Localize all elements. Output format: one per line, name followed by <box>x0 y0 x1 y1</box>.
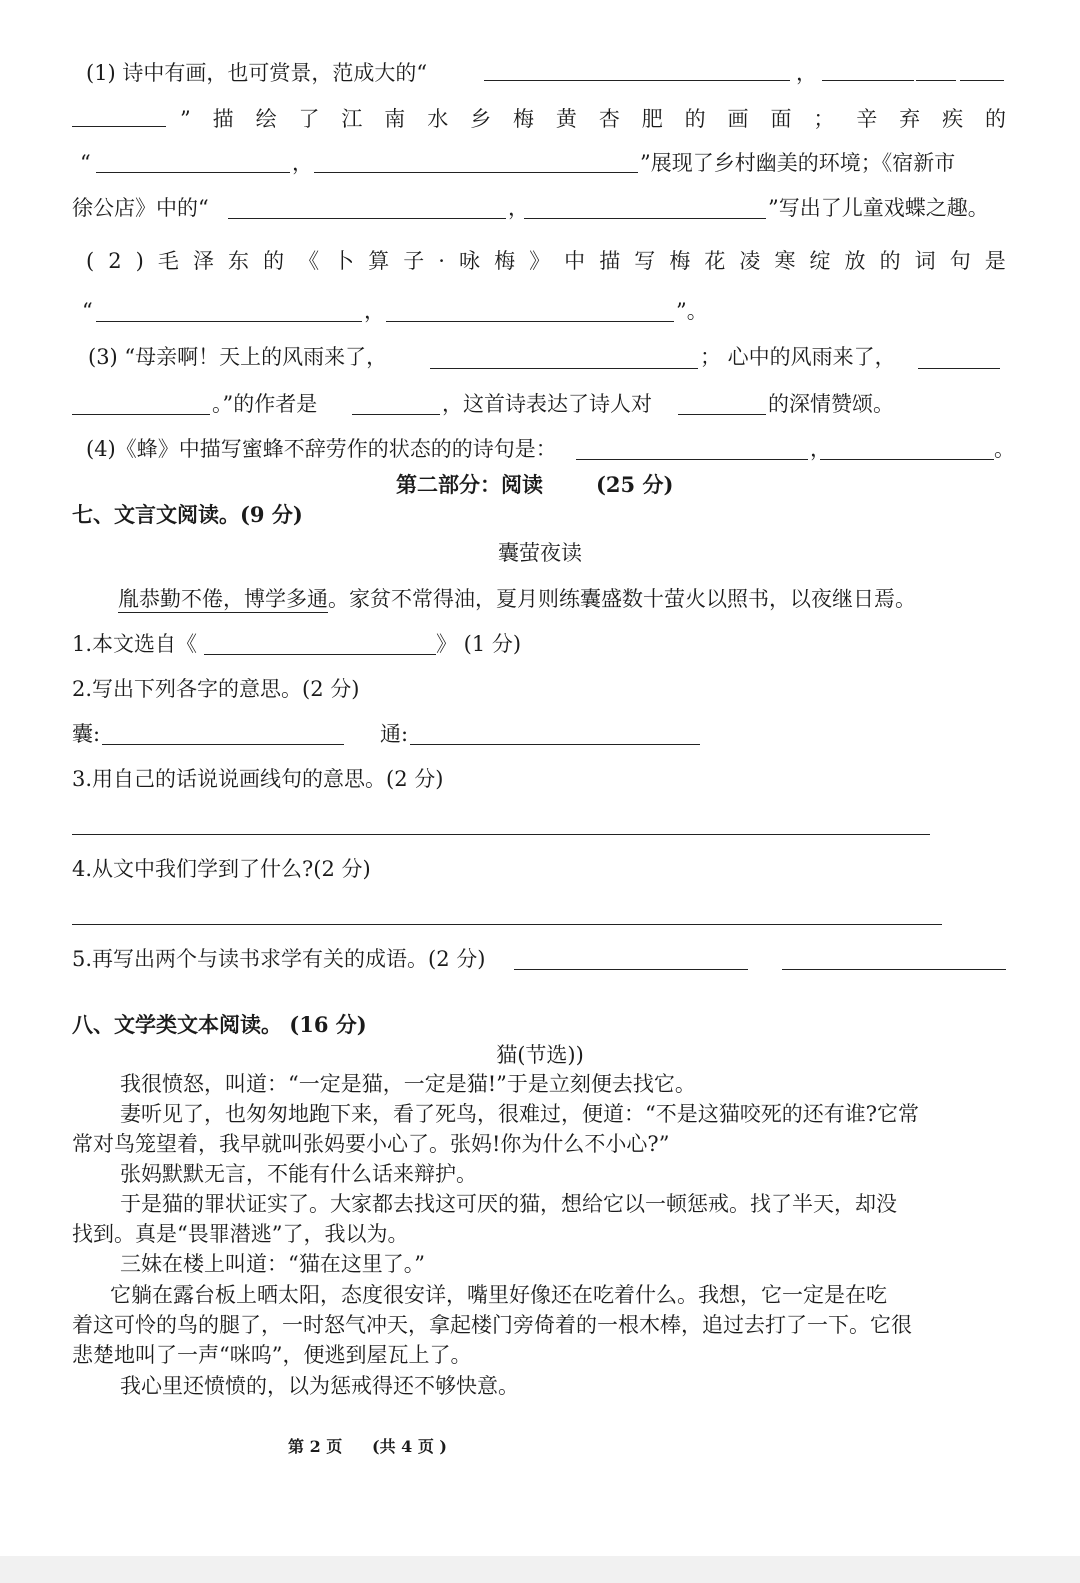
section7-passage-title: 囊萤夜读 <box>498 541 582 565</box>
s8-para-line-10: 悲楚地叫了一声“咪呜”，便逃到屋瓦上了。 <box>72 1343 472 1367</box>
q3-line2-end: 的深情赞颂。 <box>768 392 894 416</box>
q4-period: 。 <box>994 437 1015 461</box>
s7-q2-text: 2.写出下列各字的意思。(2 分) <box>72 677 360 701</box>
s7-q3-text: 3.用自己的话说说画线句的意思。(2 分) <box>72 767 444 791</box>
q3-line1-mid: ； 心中的风雨来了， <box>700 345 896 369</box>
s8-para-line-11: 我心里还愤愤的，以为惩戒得还不够快意。 <box>120 1374 519 1398</box>
q1-line4-end: ”写出了儿童戏蝶之趣。 <box>768 196 989 220</box>
bottom-scroll-strip <box>0 1556 1080 1583</box>
section7-passage-rest: 。家贫不常得油，夏月则练囊盛数十萤火以照书，以夜继日焉。 <box>328 587 916 611</box>
q3-blank-author[interactable] <box>352 414 440 415</box>
q1-line3-comma: ， <box>292 151 313 175</box>
q1-blank-2a[interactable] <box>822 80 914 81</box>
q1-blank-1[interactable] <box>484 80 790 81</box>
s8-para-line-5: 于是猫的罪状证实了。大家都去找这可厌的猫，想给它以一顿惩戒。找了半天，却没 <box>120 1192 897 1216</box>
s8-para-line-8: 它躺在露台板上晒太阳，态度很安详，嘴里好像还在吃着什么。我想，它一定是在吃 <box>110 1283 887 1307</box>
q1-line2-spread: ” 描 绘 了 江 南 水 乡 梅 黄 杏 肥 的 画 面 ； 辛 弃 疾 的 <box>180 107 1006 131</box>
q2-line2-comma: ， <box>364 299 385 323</box>
q1-line3-open-quote: “ <box>80 151 91 175</box>
s7-q1-blank[interactable] <box>204 654 436 655</box>
s7-q5-blank-2[interactable] <box>782 969 1006 970</box>
section7-heading: 七、文言文阅读。(9 分) <box>72 502 303 527</box>
s7-q4-answer-line[interactable] <box>72 924 942 925</box>
q3-blank-object[interactable] <box>678 414 766 415</box>
q1-blank-6[interactable] <box>524 218 766 219</box>
q1-line1-comma: ， <box>796 61 817 85</box>
q2-blank-2[interactable] <box>386 321 674 322</box>
footer-page-total: (共 4 页 ) <box>372 1437 447 1456</box>
q2-line2-open-quote: “ <box>82 299 93 323</box>
footer-page-number: 第 2 页 <box>288 1437 343 1456</box>
s8-para-line-7: 三妹在楼上叫道：“猫在这里了。” <box>120 1252 425 1276</box>
q2-line2-end: ”。 <box>676 299 708 323</box>
q3-line1-text: (3) “母亲啊！天上的风雨来了， <box>88 345 388 369</box>
q1-blank-2b[interactable] <box>916 80 956 81</box>
s8-para-line-1: 我很愤怒，叫道：“一定是猫，一定是猫!”于是立刻便去找它。 <box>120 1072 696 1096</box>
s7-q4-text: 4.从文中我们学到了什么?(2 分) <box>72 857 371 881</box>
q1-line3-end: ”展现了乡村幽美的环境；《宿新市 <box>640 151 956 175</box>
s8-para-line-2: 妻听见了，也匆匆地跑下来，看了死鸟，很难过，便道：“不是这猫咬死的还有谁?它常 <box>120 1102 919 1126</box>
q1-line4-comma: ， <box>508 196 529 220</box>
s7-q1-text: 1.本文选自《 <box>72 632 198 656</box>
q1-blank-5[interactable] <box>228 218 506 219</box>
s8-para-line-6: 找到。真是“畏罪潜逃”了，我以为。 <box>72 1222 409 1246</box>
q4-comma: ， <box>810 437 831 461</box>
q1-line1-text: (1) 诗中有画，也可赏景，范成大的“ <box>86 61 428 85</box>
s7-q2-label-a: 囊: <box>72 722 101 746</box>
q1-blank-2d[interactable] <box>72 126 166 127</box>
s8-para-line-4: 张妈默默无言，不能有什么话来辩护。 <box>120 1162 477 1186</box>
q3-blank-2b[interactable] <box>72 414 210 415</box>
part2-score: (25 分) <box>596 472 674 497</box>
q4-text: (4)《蜂》中描写蜜蜂不辞劳作的状态的的诗句是： <box>86 437 557 461</box>
q1-blank-3[interactable] <box>96 172 290 173</box>
s7-q3-answer-line[interactable] <box>72 834 930 835</box>
section7-underlined-sentence: 胤恭勤不倦，博学多通 <box>118 587 328 611</box>
s7-q2-blank-a[interactable] <box>102 744 344 745</box>
q1-blank-2c[interactable] <box>960 80 1004 81</box>
section8-passage-title: 猫(节选)) <box>496 1043 584 1067</box>
q4-blank-2[interactable] <box>820 459 994 460</box>
s8-para-line-3: 常对鸟笼望着，我早就叫张妈要小心了。张妈!你为什么不小心?” <box>72 1132 670 1156</box>
s8-para-line-9: 着这可怜的鸟的腿了，一时怒气冲天，拿起楼门旁倚着的一根木棒，追过去打了一下。它很 <box>72 1313 912 1337</box>
part2-title: 第二部分：阅读 <box>396 472 543 497</box>
q2-line1-spread: ( 2 ) 毛 泽 东 的 《 卜 算 子 · 咏 梅 》 中 描 写 梅 花 凌 寒 绽 放 的 词 句 是 <box>86 249 1006 273</box>
s7-q5-text: 5.再写出两个与读书求学有关的成语。(2 分) <box>72 947 486 971</box>
s7-q2-blank-b[interactable] <box>410 744 700 745</box>
q2-blank-1[interactable] <box>96 321 362 322</box>
s7-q2-label-b: 通: <box>380 722 409 746</box>
section7-passage <box>118 586 916 612</box>
q1-blank-4[interactable] <box>314 172 638 173</box>
q3-line2-mid2: ，这首诗表达了诗人对 <box>442 392 652 416</box>
section8-heading: 八、文学类文本阅读。 (16 分) <box>72 1012 367 1037</box>
s7-q5-blank-1[interactable] <box>514 969 748 970</box>
s7-q1-end: 》 (1 分) <box>436 632 522 656</box>
q3-line2-author-label: 。”的作者是 <box>212 392 318 416</box>
q1-line4-start: 徐公店》中的“ <box>72 196 209 220</box>
q4-blank-1[interactable] <box>576 459 808 460</box>
q3-blank-1[interactable] <box>430 368 698 369</box>
q3-blank-2a[interactable] <box>918 368 1000 369</box>
